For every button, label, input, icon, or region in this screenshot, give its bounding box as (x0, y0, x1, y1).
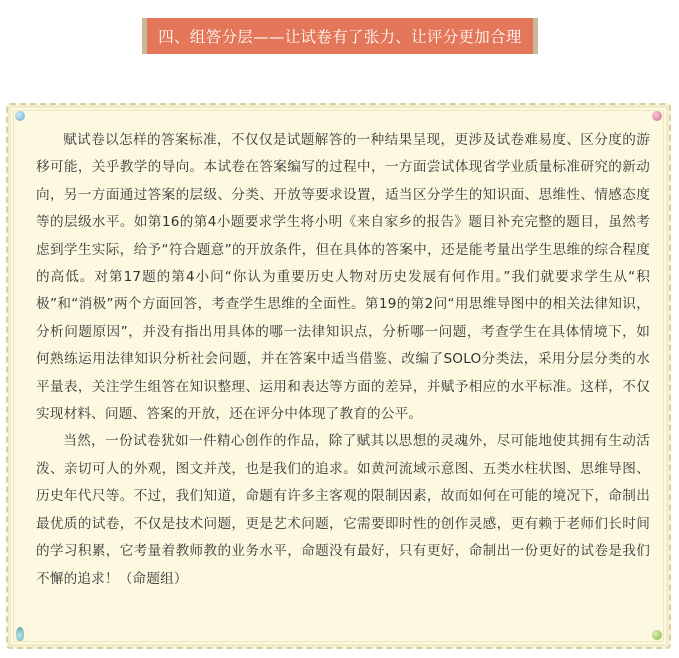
article-body (36, 127, 650, 593)
green-bead-icon (652, 630, 662, 640)
section-title-banner (142, 18, 538, 54)
blue-bead-icon (15, 111, 25, 121)
article-paragraph-2: 当然，一份试卷犹如一件精心创作的作品，除了赋其以思想的灵魂外，尽可能地使其拥有生动活泼、亲切可人的外观，图文并茂，也是我们的追求。如黄河流域示意图、五类水柱状图、思维导图、历史年代尺等。不过，我们知道，命题有许多主客观的限制因素，故而如何在可能的境况下，命制出最优质的试卷，不仅是技术问题，更是艺术问题，它需要即时性的创作灵感，更有赖于老师们长时间的学习积累，它考量着教师教的业务水平，命题没有最好，只有更好，命制出一份更好的试卷是我们不懈的追求！（命题组） (36, 433, 650, 587)
section-title: 四、组答分层——让试卷有了张力、让评分更加合理 (158, 28, 522, 46)
article-panel (6, 103, 671, 649)
article-paragraph-1: 赋试卷以怎样的答案标准，不仅仅是试题解答的一种结果呈现，更涉及试卷难易度、区分度的游移可能，关乎教学的导向。本试卷在答案编写的过程中，一方面尝试体现省学业质量标准研究的新动向，另一方面通过答案的层级、分类、开放等要求设置，适当区分学生的知识面、思维性、情感态度等的层级水平。如第16的第4小题要求学生将小明《来自家乡的报告》题目补充完整的题目，虽然考虑到学生实际，给予“符合题意”的开放条件，但在具体的答案中，还是能考量出学生思维的综合程度的高低。对第17题的第4小问“你认为重要历史人物对历史发展有何作用。”我们就要求学生从“积极”和“消极”两个方面回答，考查学生思维的全面性。第19的第2问“用思维导图中的相关法律知识，分析问题原因”，并没有指出用具体的哪一法律知识点，分析哪一问题，考查学生在具体情境下，如何熟练运用法律知识分析社会问题，并在答案中适当借鉴、改编了SOLO分类法，采用分层分类的水平量表，关注学生组答在知识整理、运用和表达等方面的差异，并赋予相应的水平标准。这样，不仅实现材料、问题、答案的开放，还在评分中体现了教育的公平。 (36, 132, 650, 423)
pink-bead-icon (652, 111, 662, 121)
teal-drop-icon (16, 627, 24, 641)
